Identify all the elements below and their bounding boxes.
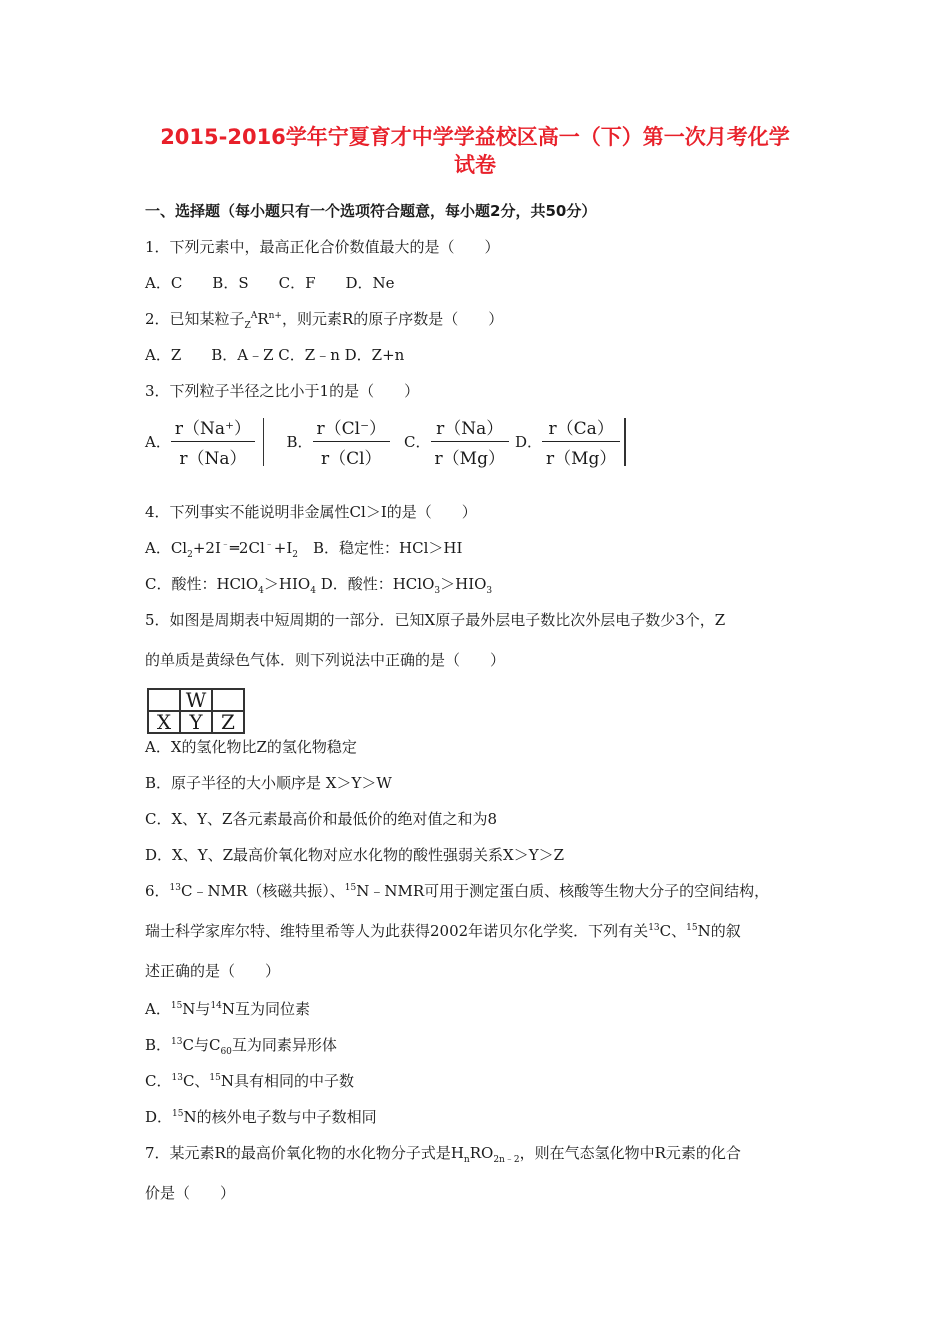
q5-option-b: B．原子半径的大小顺序是 X＞Y＞W [145, 774, 392, 792]
q6-option-d: D．$^{15}$N的核外电子数与中子数相同 [145, 1108, 377, 1126]
section-heading: 一、选择题（每小题只有一个选项符合题意，每小题2分，共50分） [145, 202, 597, 220]
q6-stem-line-3: 述正确的是（ ） [145, 962, 281, 980]
q6-stem-line-2: 瑞士科学家库尔特、维特里希等人为此获得2002年诺贝尔化学奖．下列有关$^{13}$C、$^{15}$N的叙 [145, 922, 741, 940]
q3-stem: 3．下列粒子半径之比小于1的是（ ） [145, 382, 420, 400]
document-title-line-2: 试卷 [454, 153, 496, 177]
q1-options: A．C B．S C．F D．Ne [145, 274, 395, 292]
q7-stem-line-1: 7．某元素R的最高价氧化物的水化物分子式是$H_nRO_{2n﹣2}$，则在气态氢化物中R元素的化合 [145, 1144, 741, 1165]
q3-option-b-label: B． [286, 433, 313, 451]
q1-stem: 1．下列元素中，最高正化合价数值最大的是（ ） [145, 238, 500, 256]
q2-options: A．Z B．A﹣Z C．Z﹣n D．Z+n [145, 346, 405, 364]
q2-stem: 2．已知某粒子$_Z^AR^{n+}$，则元素R的原子序数是（ ） [145, 310, 504, 331]
cell-empty [212, 689, 244, 711]
q3-option-a-bar [263, 418, 265, 466]
q6-option-c: C．$^{13}$C、$^{15}$N具有相同的中子数 [145, 1072, 355, 1090]
q4-options-ab: A．$Cl_2+2I^﹣═2Cl^﹣+I_2$ B．稳定性：HCl＞HI [145, 539, 463, 560]
q5-option-a: A．X的氢化物比Z的氢化物稳定 [145, 738, 357, 756]
periodic-table-fragment [147, 688, 245, 734]
cell-empty [148, 689, 180, 711]
cell-y: Y [180, 711, 212, 733]
q3-options [145, 414, 626, 469]
q3-option-a-fraction: $\frac{r(Na^+)}{r(Na)}$ [171, 414, 255, 469]
q4-options-cd: C．酸性：$HClO_4>HIO_4$ D．酸性：$HClO_3>HIO_3$ [145, 575, 493, 596]
q6-stem-line-1: 6．$^{13}$C﹣NMR（核磁共振）、$^{15}$N﹣NMR可用于测定蛋白质、核酸等生物大分子的空间结构， [145, 882, 770, 900]
q5-option-c: C．X、Y、Z各元素最高价和最低价的绝对值之和为8 [145, 810, 498, 828]
cell-z: Z [212, 711, 244, 733]
q3-option-d-fraction: $\frac{r(Ca)}{r(Mg)}$ [542, 414, 620, 469]
document-title-line-1: 2015-2016学年宁夏育才中学学益校区高一（下）第一次月考化学 [160, 125, 790, 149]
cell-w: W [180, 689, 212, 711]
q6-option-a: A．$^{15}$N与$^{14}$N互为同位素 [145, 1000, 311, 1018]
q4-stem: 4．下列事实不能说明非金属性Cl＞I的是（ ） [145, 503, 477, 521]
cell-x: X [148, 711, 180, 733]
q3-option-b-fraction: $\frac{r(Cl^-)}{r(Cl)}$ [313, 414, 391, 469]
q6-option-b: B．$^{13}$C与$C_{60}$互为同素异形体 [145, 1036, 337, 1057]
q3-option-c-label: C． [404, 433, 431, 451]
q7-stem-line-2: 价是（ ） [145, 1184, 236, 1202]
q3-option-d-label: D． [514, 433, 542, 451]
q5-option-d: D．X、Y、Z最高价氧化物对应水化物的酸性强弱关系X＞Y＞Z [145, 846, 565, 864]
q3-option-c-fraction: $\frac{r(Na)}{r(Mg)}$ [431, 414, 509, 469]
q5-stem-line-1: 5．如图是周期表中短周期的一部分．已知X原子最外层电子数比次外层电子数少3个，Z [145, 611, 726, 629]
q3-option-d-bar [624, 418, 626, 466]
q5-stem-line-2: 的单质是黄绿色气体．则下列说法中正确的是（ ） [145, 651, 506, 669]
q3-option-a-label: A． [145, 433, 171, 451]
